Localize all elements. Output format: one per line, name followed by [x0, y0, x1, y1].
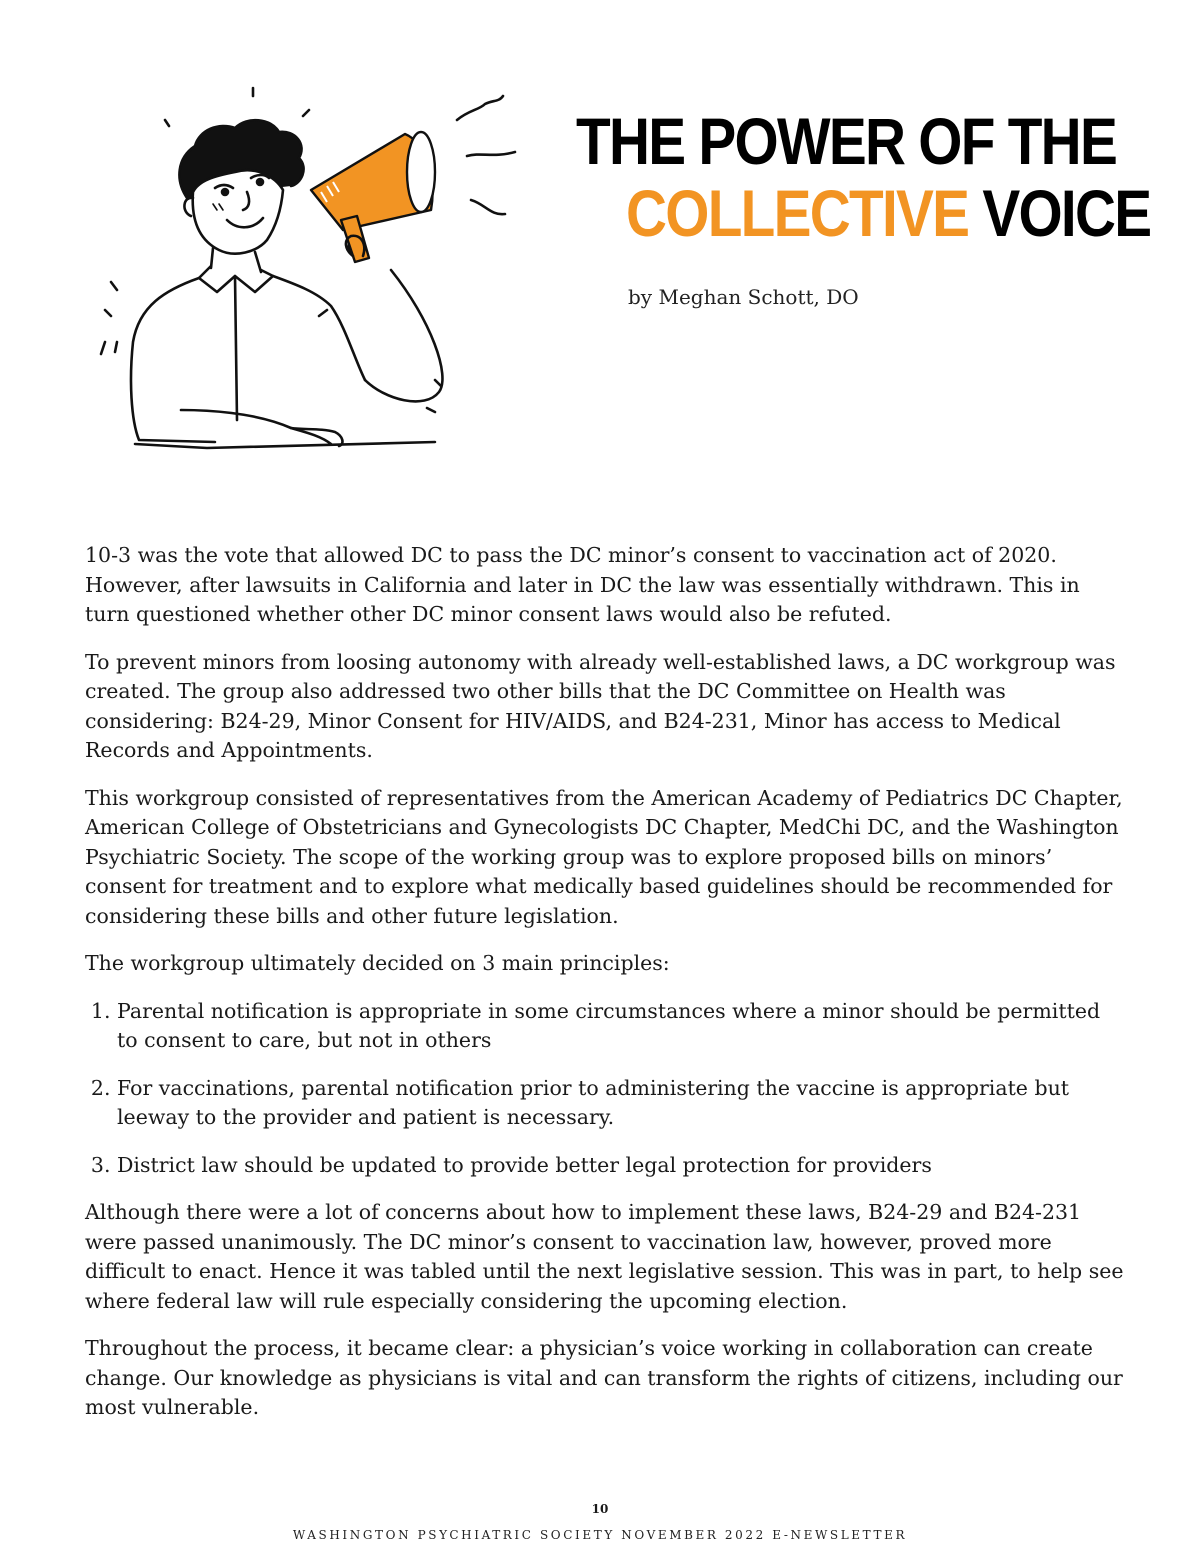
page-footer: WASHINGTON PSYCHIATRIC SOCIETY NOVEMBER 2022 E-NEWSLETTER	[292, 1528, 908, 1542]
paragraph: Throughout the process, it became clear: a physician’s voice working in collaboration can create change. Our knowledge as physicians is vital and can transform the rights of citizens, including our most vulnerable.	[85, 1336, 1123, 1419]
title-line-2	[626, 176, 1151, 250]
paragraph: The workgroup ultimately decided on 3 main principles:	[85, 951, 670, 975]
paragraph: To prevent minors from loosing autonomy with already well-established laws, a DC workgroup was created. The group also addressed two other bills that the DC Committee on Health was considering: B24-29, Minor Consent for HIV/AIDS, and B24-231, Minor has access to Medical Records and Appointments.	[85, 649, 1116, 762]
article-title	[576, 104, 1200, 250]
list-item: 2. For vaccinations, parental notification prior to administering the vaccine is appropriate but leeway to the provider and patient is necessary.	[117, 1074, 1125, 1133]
man-with-megaphone-icon	[95, 80, 535, 480]
list-item: 1. Parental notification is appropriate in some circumstances where a minor should be permitted to consent to care, but not in others	[117, 997, 1125, 1056]
title-line-1: THE POWER OF THE	[576, 104, 1117, 178]
paragraph: 10-3 was the vote that allowed DC to pass the DC minor’s consent to vaccination act of 2020. However, after lawsuits in California and later in DC the law was essentially withdrawn. This in turn questioned whether other DC minor consent laws would also be refuted.	[85, 543, 1080, 626]
byline: by Meghan Schott, DO	[628, 285, 859, 309]
principles-list	[85, 997, 1125, 1181]
title-end-word: VOICE	[968, 176, 1151, 250]
list-item: 3. District law should be updated to provide better legal protection for providers	[117, 1151, 1125, 1181]
page-number: 10	[591, 1502, 609, 1516]
paragraph: Although there were a lot of concerns about how to implement these laws, B24-29 and B24-231 were passed unanimously. The DC minor’s consent to vaccination law, however, proved more difficult to enact. Hence it was tabled until the next legislative session. This was in part, to help see where federal law will rule especially considering the upcoming election.	[85, 1200, 1124, 1313]
title-accent-word: COLLECTIVE	[626, 176, 969, 250]
article-body	[85, 541, 1125, 1441]
paragraph: This workgroup consisted of representatives from the American Academy of Pediatrics DC Chapter, American College of Obstetricians and Gynecologists DC Chapter, MedChi DC, and the Washington Psychiatric Society. The scope of the working group was to explore proposed bills on minors’ consent for treatment and to explore what medically based guidelines should be recommended for considering these bills and other future legislation.	[85, 785, 1123, 928]
